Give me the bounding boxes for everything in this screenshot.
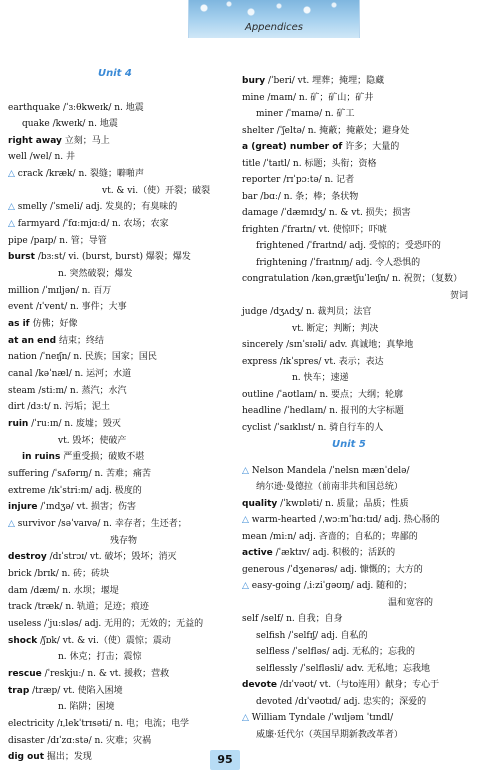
vocab-entry: trap /træp/ vt. 使陷入困境 [8,686,123,696]
headword: in ruins [22,452,61,462]
vocab-entry: generous /ˈdʒenərəs/ adj. 慷慨的；大方的 [242,565,423,575]
vocab-entry: as if 仿佛；好像 [8,319,78,329]
headword: as if [8,319,30,329]
vocab-entry: burst /bɜːst/ vi. (burst, burst) 爆裂；爆发 [8,252,191,262]
vocab-entry: injure /ˈɪndʒə/ vt. 损害；伤害 [8,502,137,512]
vocab-entry: dam /dæm/ n. 水坝；堰堤 [8,586,119,596]
vocab-entry: self /self/ n. 自我；自身 [242,614,343,624]
triangle-marker-icon: △ [8,202,18,212]
water-drops-decoration [189,0,359,20]
vocab-entry: △ smelly /ˈsmeli/ adj. 发臭的；有臭味的 [8,202,178,212]
headword: right away [8,136,62,146]
vocab-entry: sincerely /sɪnˈsɪəli/ adv. 真诚地；真挚地 [242,340,414,350]
page-number: 95 [210,750,240,770]
headword: destroy [8,552,47,562]
vocab-entry: destroy /dɪˈstrɔɪ/ vt. 破坏；毁坏；消灭 [8,552,177,562]
vocab-entry: dig out 掘出；发现 [8,752,92,762]
vocab-entry: △ farmyard /ˈfɑːmjɑːd/ n. 农场；农家 [8,219,169,229]
vocab-entry: a (great) number of 许多；大量的 [242,142,400,152]
vocab-entry: right away 立刻；马上 [8,136,110,146]
vocab-entry: vt. 断定；判断；判决 [292,324,379,334]
triangle-marker-icon: △ [8,169,18,179]
vocab-entry: frighten /ˈfraɪtn/ vt. 使惊吓；吓唬 [242,225,387,235]
headword: burst [8,252,35,262]
headword: injure [8,502,38,512]
vocab-entry: outline /ˈaʊtlaɪn/ n. 要点；大纲；轮廓 [242,390,403,400]
vocab-entry: canal /kəˈnæl/ n. 运河；水道 [8,369,132,379]
headword: at an end [8,336,57,346]
vocab-entry: headline /ˈhedlaɪn/ n. 报刊的大字标题 [242,406,404,416]
vocab-entry: n. 休克；打击；震惊 [58,652,142,662]
vocab-entry: △ William Tyndale /ˈwɪljəm ˈtɪndl/ [242,713,394,723]
vocab-entry: bury /ˈberi/ vt. 埋葬；掩埋；隐藏 [242,76,385,86]
headword: shock [8,636,38,646]
headword: trap [8,686,30,696]
headword: quality [242,499,278,509]
triangle-marker-icon: △ [242,581,252,591]
vocab-entry: vt. & vi.（使）开裂；破裂 [102,186,211,196]
headword: bury [242,76,266,86]
vocab-entry: steam /stiːm/ n. 蒸汽；水汽 [8,386,127,396]
vocab-entry: pipe /paɪp/ n. 管；导管 [8,236,107,246]
vocab-entry: mine /maɪn/ n. 矿；矿山；矿井 [242,93,374,103]
vocab-entry: track /træk/ n. 轨道；足迹；痕迹 [8,602,149,612]
vocab-entry: selfless /ˈselfləs/ adj. 无私的；忘我的 [256,647,416,657]
header-title: Appendices [244,22,303,33]
vocab-entry: ruin /ˈruːɪn/ n. 废墟；毁灭 [8,419,121,429]
vocab-entry: in ruins 严重受损；破败不堪 [22,452,145,462]
vocab-entry: useless /ˈjuːsləs/ adj. 无用的；无效的；无益的 [8,619,204,629]
vocab-entry: 威廉·廷代尔（英国早期新教改革者） [256,730,403,740]
headword: a (great) number of [242,142,343,152]
vocab-entry: extreme /ɪkˈstriːm/ adj. 极度的 [8,486,142,496]
headword: devote [242,680,278,690]
vocab-entry: event /ɪˈvent/ n. 事件；大事 [8,302,127,312]
vocab-entry: cyclist /ˈsaɪklɪst/ n. 骑自行车的人 [242,423,384,433]
appendices-header [188,0,360,38]
vocab-entry: frightening /ˈfraɪtnɪŋ/ adj. 令人恐惧的 [256,258,421,268]
unit-4-title: Unit 4 [98,68,132,79]
vocab-entry: rescue /ˈreskjuː/ n. & vt. 援救；营救 [8,669,170,679]
vocab-entry: disaster /dɪˈzɑːstə/ n. 灾难；灾祸 [8,736,152,746]
vocab-entry: congratulation /kənˌɡrætʃuˈleɪʃn/ n. 祝贺；（复数） [242,274,463,284]
vocab-entry: active /ˈæktɪv/ adj. 积极的；活跃的 [242,548,396,558]
triangle-marker-icon: △ [8,519,18,529]
vocab-entry: frightened /ˈfraɪtnd/ adj. 受惊的；受恐吓的 [256,241,441,251]
headword: dig out [8,752,44,762]
vocab-entry: title /ˈtaɪtl/ n. 标题；头衔；资格 [242,159,377,169]
unit-5-title: Unit 5 [332,439,366,450]
vocab-entry: shelter /ˈʃeltə/ n. 掩蔽；掩蔽处；避身处 [242,126,410,136]
vocab-entry: n. 快车；速递 [292,373,349,383]
headword: ruin [8,419,29,429]
vocab-entry: bar /bɑː/ n. 条；棒；条状物 [242,192,359,202]
vocab-entry: electricity /ɪˌlekˈtrɪsəti/ n. 电；电流；电学 [8,719,190,729]
vocab-entry: suffering /ˈsʌfərɪŋ/ n. 苦难；痛苦 [8,469,151,479]
vocab-entry: 残存物 [110,536,138,546]
vocab-entry: devote /dɪˈvəʊt/ vt.（与to连用）献身；专心于 [242,680,440,690]
vocab-entry: dirt /dɜːt/ n. 污垢；泥土 [8,402,110,412]
vocab-entry: at an end 结束；终结 [8,336,104,346]
vocab-entry: △ survivor /səˈvaɪvə/ n. 幸存者；生还者； [8,519,187,529]
headword: active [242,548,273,558]
vocab-entry: shock /ʃɒk/ vt. & vi.（使）震惊；震动 [8,636,171,646]
vocab-entry: damage /ˈdæmɪdʒ/ n. & vt. 损失；损害 [242,208,411,218]
vocab-entry: △ crack /kræk/ n. 裂缝；噼啪声 [8,169,144,179]
vocab-entry: nation /ˈneɪʃn/ n. 民族；国家；国民 [8,352,157,362]
vocab-entry: express /ɪkˈspres/ vt. 表示；表达 [242,357,384,367]
vocab-entry: selfish /ˈselfɪʃ/ adj. 自私的 [256,631,368,641]
vocab-entry: quality /ˈkwɒləti/ n. 质量；品质；性质 [242,499,409,509]
vocab-entry: reporter /rɪˈpɔːtə/ n. 记者 [242,175,355,185]
vocab-entry: quake /kweɪk/ n. 地震 [22,119,118,129]
vocab-entry: judge /dʒʌdʒ/ n. 裁判员；法官 [242,307,372,317]
vocab-entry: 纳尔逊·曼德拉（前南非共和国总统） [256,482,403,492]
vocab-entry: selflessly /ˈselfləsli/ adv. 无私地；忘我地 [256,664,431,674]
vocab-entry: 贺词 [450,291,469,301]
vocab-entry: vt. 毁坏；使破产 [58,436,127,446]
triangle-marker-icon: △ [242,515,252,525]
vocab-entry: △ easy-going /ˌiːziˈɡəʊɪŋ/ adj. 随和的； [242,581,413,591]
vocab-entry: n. 陷阱；困境 [58,702,115,712]
vocab-entry: △ warm-hearted /ˌwɔːmˈhɑːtɪd/ adj. 热心肠的 [242,515,440,525]
headword: rescue [8,669,42,679]
vocab-entry: n. 突然破裂；爆发 [58,269,133,279]
vocab-entry: devoted /dɪˈvəʊtɪd/ adj. 忠实的；深爱的 [256,697,427,707]
vocab-entry: well /wel/ n. 井 [8,152,75,162]
triangle-marker-icon: △ [242,713,252,723]
vocab-entry: earthquake /ˈɜːθkweɪk/ n. 地震 [8,103,144,113]
vocab-entry: brick /brɪk/ n. 砖；砖块 [8,569,110,579]
vocab-entry: △ Nelson Mandela /ˈnelsn mænˈdelə/ [242,466,410,476]
vocab-entry: miner /ˈmaɪnə/ n. 矿工 [256,109,355,119]
triangle-marker-icon: △ [242,466,252,476]
triangle-marker-icon: △ [8,219,18,229]
vocab-entry: 温和宽容的 [388,598,434,608]
vocab-entry: mean /miːn/ adj. 吝啬的；自私的；卑鄙的 [242,532,418,542]
vocab-entry: million /ˈmɪljən/ n. 百万 [8,286,112,296]
